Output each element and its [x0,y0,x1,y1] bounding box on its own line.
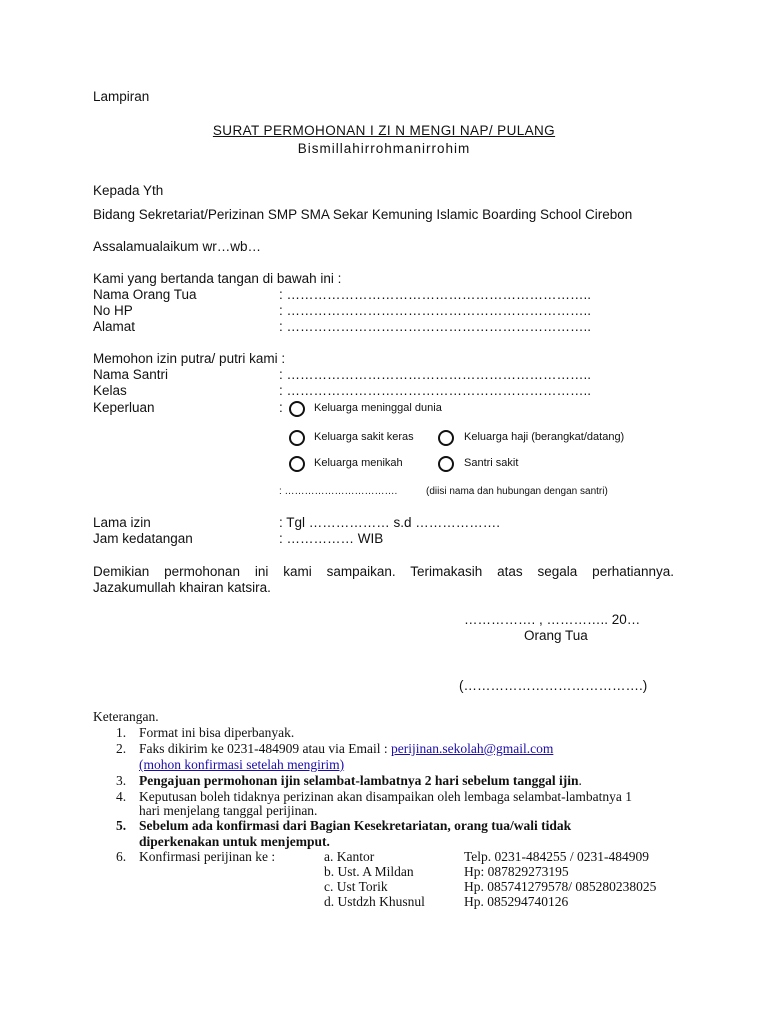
student-name-label: Nama Santri [93,367,169,382]
contact-name: c. Ust Torik [324,879,388,894]
note-4-text: Keputusan boleh tidaknya perizinan akan disampaikan oleh lembaga selambat-lambatnya 1 [139,789,632,804]
radio-keluarga-menikah[interactable] [289,456,305,472]
parent-name-label: Nama Orang Tua [93,287,197,302]
contact-phone: Hp. 085294740126 [464,894,569,909]
address-label: Alamat [93,319,136,334]
contact-name: a. Kantor [324,849,375,864]
document-title-text: SURAT PERMOHONAN I ZI N MENGI NAP/ PULANG [212,123,556,138]
signature-line[interactable]: (………………………………….) [459,678,648,693]
lama-izin-label: Lama izin [93,515,151,530]
keperluan-label: Keperluan [93,400,155,415]
email-link[interactable]: perijinan.sekolah@gmail.com [390,741,554,756]
option-keluarga-haji-label: Keluarga haji (berangkat/datang) [464,431,625,443]
student-intro: Memohon izin putra/ putri kami : [93,351,286,366]
note-3-text [139,773,582,789]
note-2-num: 2. [116,741,127,756]
note-5-line2: diperkenakan untuk menjemput. [139,834,330,849]
note-5-num: 5. [116,818,127,833]
phone-field[interactable]: : ………………………………………………………….. [279,303,592,318]
other-reason-note: (diisi nama dan hubungan dengan santri) [426,486,608,497]
radio-keluarga-haji[interactable] [438,430,454,446]
contact-phone: Hp: 087829273195 [464,864,569,879]
keperluan-colon: : [279,400,283,415]
radio-keluarga-sakit-keras[interactable] [289,430,305,446]
greeting: Assalamualaikum wr…wb… [93,239,262,254]
option-keluarga-menikah-label: Keluarga menikah [314,457,403,469]
document-subtitle: Bismillahirrohmanirrohim [297,141,471,156]
date-place-field[interactable]: ……………. , ………….. 20… [464,612,641,627]
note-3-tail: . [578,773,582,788]
closing-line-2: Jazakumullah khairan katsira. [93,580,271,595]
jam-kedatangan-field[interactable]: : …………… WIB [279,531,384,546]
other-reason-field[interactable]: : ……………………………. [279,486,398,497]
keterangan-heading: Keterangan. [93,709,159,724]
orang-tua-label: Orang Tua [524,628,588,643]
parent-intro: Kami yang bertanda tangan di bawah ini : [93,271,342,286]
note-2-text [139,741,553,757]
phone-label: No HP [93,303,133,318]
note-3-text-bold: Pengajuan permohonan ijin selambat-lambatnya 2 hari sebelum tanggal ijin [139,773,579,788]
note-6-text: Konfirmasi perijinan ke : [139,849,276,864]
radio-santri-sakit[interactable] [438,456,454,472]
contact-phone: Hp. 085741279578/ 085280238025 [464,879,657,894]
class-field[interactable]: : ………………………………………………………….. [279,383,592,398]
document-title [0,123,768,138]
lampiran-label: Lampiran [93,89,150,104]
closing-line-1: Demikian permohonan ini kami sampaikan. Terimakasih atas segala perhatiannya. [93,564,674,579]
option-santri-sakit-label: Santri sakit [464,457,519,469]
note-4-num: 4. [116,789,127,804]
note-6-num: 6. [116,849,127,864]
contact-name: d. Ustdzh Khusnul [324,894,425,909]
radio-keluarga-meninggal[interactable] [289,401,305,417]
note-3-num: 3. [116,773,127,788]
option-keluarga-meninggal-label: Keluarga meninggal dunia [314,402,442,414]
class-label: Kelas [93,383,127,398]
note-5-text: Sebelum ada konfirmasi dari Bagian Kesekretariatan, orang tua/wali tidak [139,818,572,833]
bidang-line: Bidang Sekretariat/Perizinan SMP SMA Sekar Kemuning Islamic Boarding School Cirebon [93,207,633,222]
note-1-text: Format ini bisa diperbanyak. [139,725,295,740]
contact-phone: Telp. 0231-484255 / 0231-484909 [464,849,650,864]
lama-izin-field[interactable]: : Tgl ……………… s.d ………………. [279,515,501,530]
note-2-text-main: Faks dikirim ke 0231-484909 atau via Email : [139,741,391,756]
jam-kedatangan-label: Jam kedatangan [93,531,193,546]
option-keluarga-sakit-keras-label: Keluarga sakit keras [314,431,414,443]
kepada-label: Kepada Yth [93,183,164,198]
contact-name: b. Ust. A Mildan [324,864,414,879]
address-field[interactable]: : ………………………………………………………….. [279,319,592,334]
note-2-sub[interactable]: (mohon konfirmasi setelah mengirim) [139,757,345,772]
note-1-num: 1. [116,725,127,740]
student-name-field[interactable]: : ………………………………………………………….. [279,367,592,382]
parent-name-field[interactable]: : ………………………………………………………….. [279,287,592,302]
note-4-line2: hari menjelang tanggal perijinan. [139,803,318,818]
